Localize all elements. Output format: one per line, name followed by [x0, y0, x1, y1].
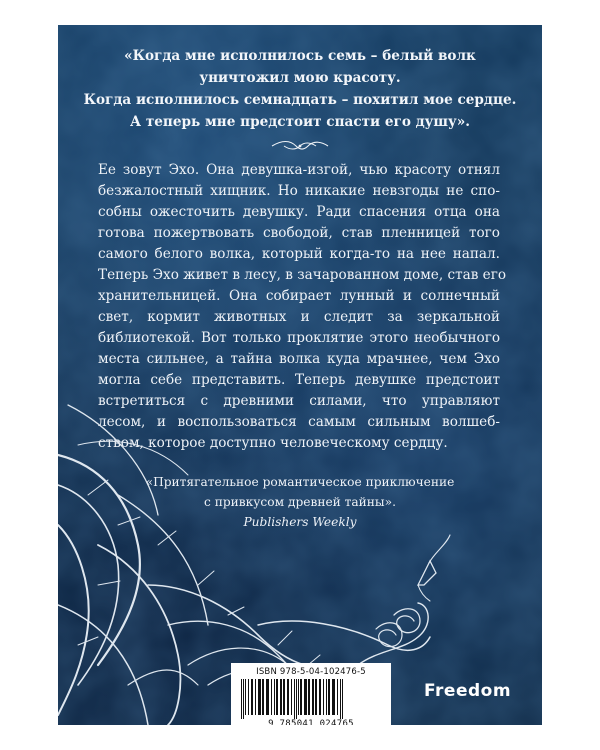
- barcode-bar: [300, 679, 302, 715]
- description-line: готова пожертвовать свободой, став пленницей того: [98, 225, 500, 241]
- barcode-bar: [328, 679, 330, 715]
- description-line: свет, кормит животных и следит за зеркальной: [98, 309, 500, 325]
- barcode-bar: [251, 679, 253, 715]
- description-line: безжалостный хищник. Но никакие невзгоды не спо-: [98, 183, 500, 199]
- review-source: Publishers Weekly: [243, 515, 357, 529]
- barcode-bar: [291, 679, 292, 715]
- barcode-bar: [255, 679, 256, 715]
- isbn-barcode: [231, 663, 391, 725]
- description-line: самого белого волка, который когда-то на нее напал.: [98, 246, 500, 262]
- review-line: с привкусом древней тайны».: [204, 495, 396, 509]
- barcode-bar: [304, 679, 307, 715]
- publisher-logo: Freedom: [424, 681, 512, 701]
- barcode-bar: [276, 679, 278, 715]
- barcode-bar: [262, 679, 264, 715]
- barcode-bar: [274, 679, 275, 715]
- barcode-bar: [340, 679, 341, 719]
- description-line: Теперь Эхо живет в лесу, в зачарованном доме, став его: [98, 267, 507, 283]
- barcode-bar: [337, 679, 338, 715]
- epigraph-line: уничтожил мою красоту.: [199, 70, 401, 86]
- barcode-bar: [266, 679, 269, 715]
- barcode-digits: 9 785041 024765: [268, 719, 354, 725]
- barcode-bar: [243, 679, 244, 719]
- barcode-bar: [326, 679, 327, 715]
- barcode-bar: [271, 679, 272, 715]
- barcode-bar: [312, 679, 314, 715]
- description-line: собны ожесточить девушку. Ради спасения отца она: [98, 204, 500, 220]
- description-line: встретиться с древними силами, что управляют: [98, 393, 500, 409]
- description-line: места сильнее, а тайна волка куда мрачнее, чем Эхо: [98, 351, 500, 367]
- description-line: ством, которое доступно человеческому сердцу.: [98, 435, 448, 451]
- epigraph-line: «Когда мне исполнилось семь – белый волк: [124, 48, 476, 64]
- barcode-bars: [239, 679, 383, 719]
- barcode-bar: [296, 679, 297, 719]
- barcode-bar: [283, 679, 285, 715]
- barcode-bar: [294, 679, 295, 719]
- epigraph-line: А теперь мне предстоит спасти его душу».: [130, 114, 470, 130]
- back-cover: [58, 25, 542, 725]
- description-line: могла себе представить. Теперь девушке предстоит: [98, 372, 500, 388]
- barcode-bar: [315, 679, 317, 715]
- review-line: «Притягательное романтическое приключение: [145, 475, 455, 489]
- barcode-bar: [245, 679, 246, 715]
- barcode-bar: [298, 679, 299, 715]
- barcode-bar: [308, 679, 310, 715]
- barcode-bar: [280, 679, 282, 715]
- barcode-bar: [241, 679, 242, 719]
- press-review: [118, 472, 482, 532]
- barcode-bar: [319, 679, 321, 715]
- description-line: лесом, и воспользоваться самым сильным волшеб-: [98, 414, 500, 430]
- barcode-bar: [258, 679, 261, 715]
- epigraph-line: Когда исполнилось семнадцать – похитил мое сердце.: [83, 92, 517, 108]
- isbn-label: ISBN 978-5-04-102476-5: [256, 667, 366, 677]
- description-line: Ее зовут Эхо. Она девушка-изгой, чью красоту отнял: [98, 162, 500, 178]
- barcode-bar: [323, 679, 324, 715]
- barcode-bar: [248, 679, 249, 715]
- description-line: библиотекой. Вот только проклятие этого необычного: [98, 330, 500, 346]
- barcode-bar: [287, 679, 289, 715]
- white-vine-ornament: [58, 25, 542, 725]
- barcode-bar: [332, 679, 335, 715]
- barcode-bar: [342, 679, 343, 719]
- description-line: хранительницей. Она собирает лунный и солнечный: [98, 288, 500, 304]
